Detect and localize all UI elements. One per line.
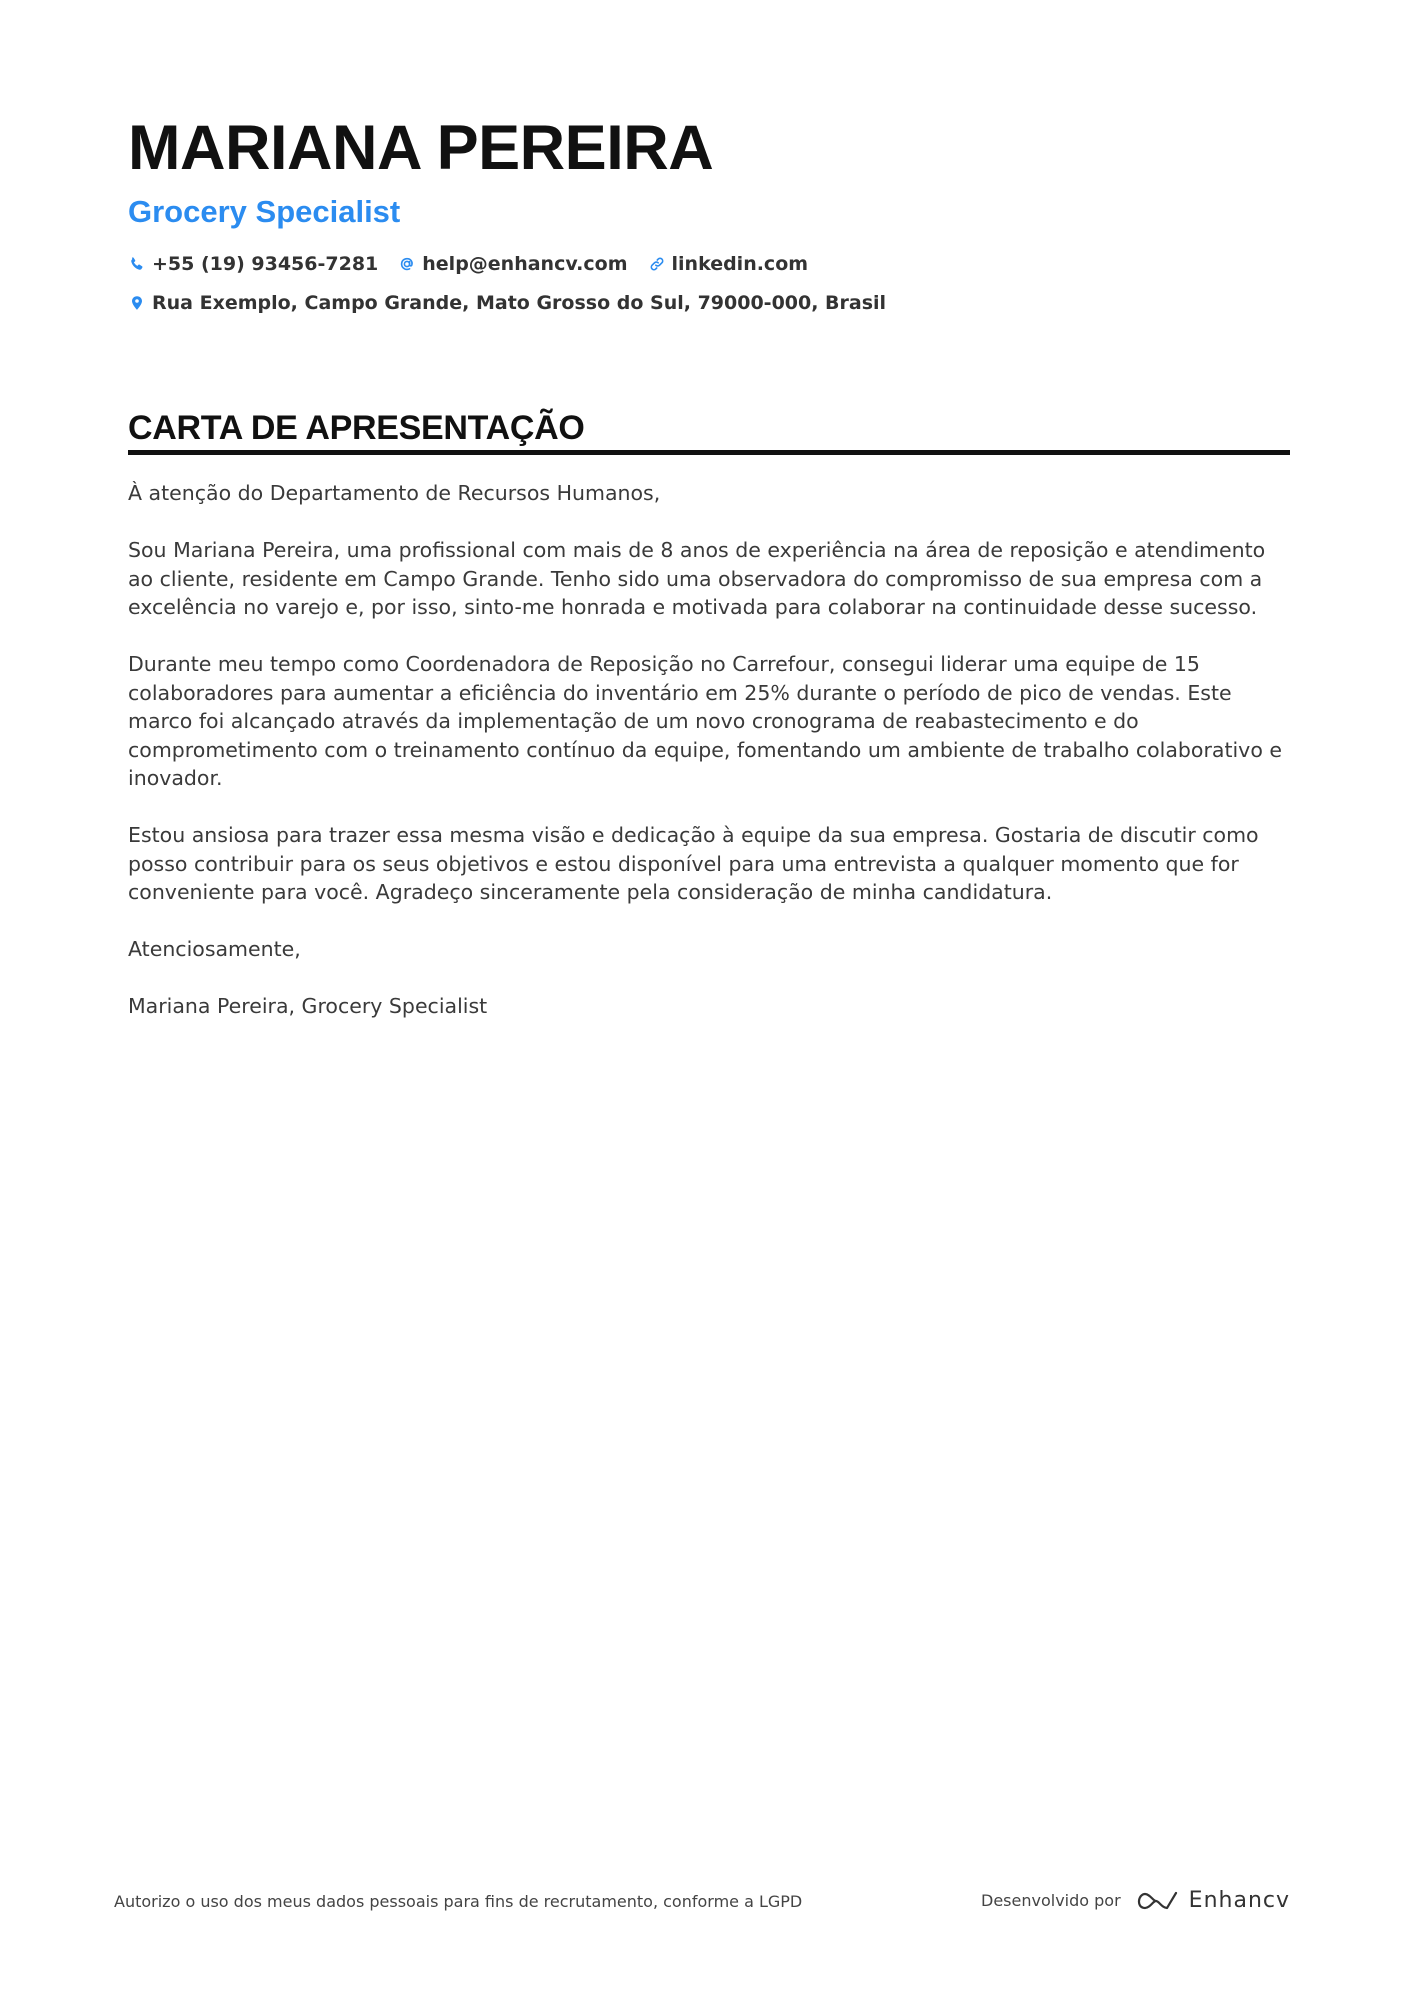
cover-letter-section <box>128 408 1290 1049</box>
linkedin-text[interactable]: linkedin.com <box>671 253 809 275</box>
phone-text: +55 (19) 93456-7281 <box>152 253 379 275</box>
contact-email[interactable] <box>398 253 627 275</box>
letter-closing: Atenciosamente, <box>128 937 301 961</box>
letter-paragraph: Durante meu tempo como Coordenadora de Reposição no Carrefour, consegui liderar uma equipe de 15 colaboradores para aumentar a eficiência do inventário em 25% durante o período de pico de vendas. Este marco foi alcançado através da implementação de um novo cronograma de reabastecimento e do comprometimento com o treinamento contínuo da equipe, fomentando um ambiente de trabalho colaborativo e inovador. <box>128 652 1282 790</box>
contact-row-2 <box>128 289 1288 317</box>
letter-body <box>128 479 1290 1021</box>
phone-icon <box>128 255 146 273</box>
letter-paragraph: Sou Mariana Pereira, uma profissional com mais de 8 anos de experiência na área de reposição e atendimento ao cliente, residente em Campo Grande. Tenho sido uma observadora do compromisso de sua empresa com a excelência no varejo e, por isso, sinto-me honrada e motivada para colaborar na continuidade desse sucesso. <box>128 538 1266 619</box>
lgpd-consent: Autorizo o uso dos meus dados pessoais para fins de recrutamento, conforme a LGPD <box>114 1892 803 1911</box>
candidate-role: Grocery Specialist <box>128 194 401 229</box>
address-text: Rua Exemplo, Campo Grande, Mato Grosso do Sul, 79000-000, Brasil <box>152 292 887 314</box>
contact-row-1 <box>128 250 1288 278</box>
letter-signature: Mariana Pereira, Grocery Specialist <box>128 994 488 1018</box>
enhancv-logo-icon <box>1133 1889 1179 1913</box>
footer <box>114 1888 1290 1918</box>
header <box>128 112 1288 317</box>
section-title: CARTA DE APRESENTAÇÃO <box>128 409 585 447</box>
location-pin-icon <box>128 294 146 312</box>
contact-linkedin[interactable] <box>648 253 809 275</box>
section-divider <box>128 450 1290 455</box>
letter-paragraph: Estou ansiosa para trazer essa mesma visão e dedicação à equipe da sua empresa. Gostaria de discutir como posso contribuir para os seus objetivos e estou disponível para uma entrevista a qualquer momento que for conveniente para você. Agradeço sinceramente pela consideração de minha candidatura. <box>128 823 1259 904</box>
letter-salutation: À atenção do Departamento de Recursos Humanos, <box>128 481 661 505</box>
link-icon <box>648 255 666 273</box>
enhancv-brand: Enhancv <box>1188 1888 1290 1913</box>
contact-address <box>128 292 886 314</box>
powered-by-label: Desenvolvido por <box>981 1891 1121 1910</box>
candidate-name: MARIANA PEREIRA <box>128 113 714 183</box>
powered-by[interactable] <box>981 1888 1290 1913</box>
contact-phone <box>128 253 378 275</box>
email-text[interactable]: help@enhancv.com <box>422 253 628 275</box>
at-icon <box>398 255 416 273</box>
